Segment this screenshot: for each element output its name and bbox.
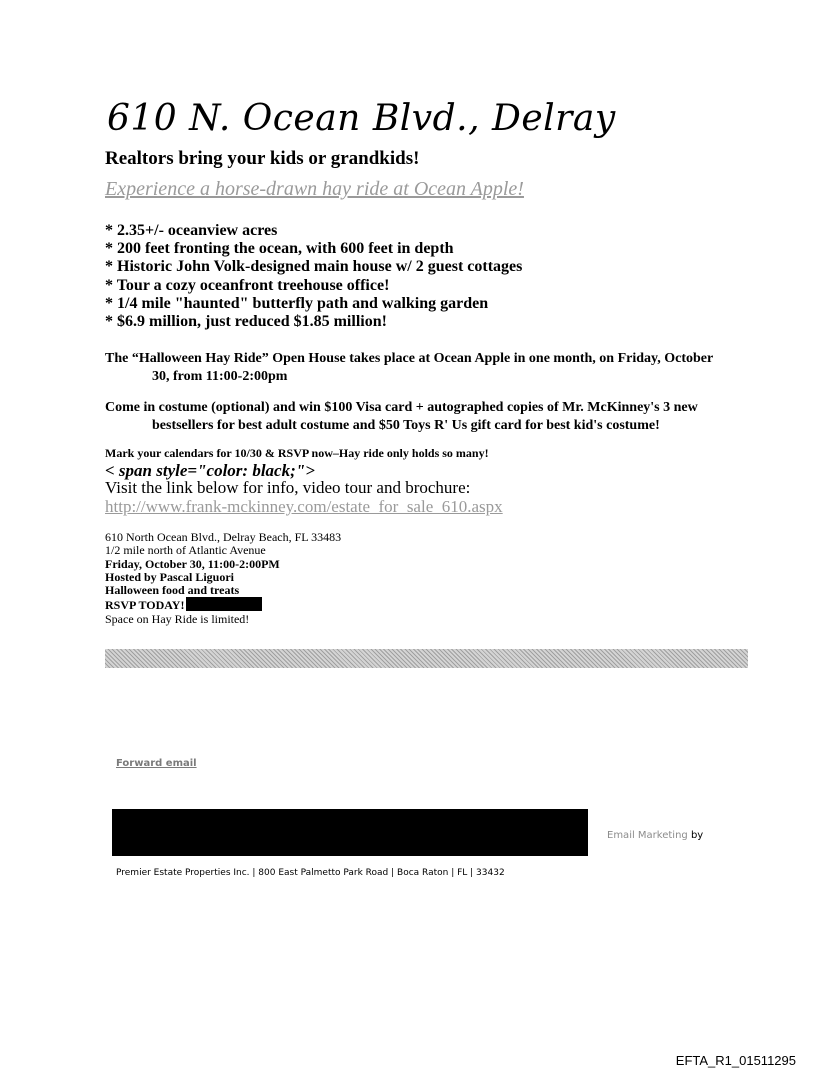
open-house-paragraph bbox=[105, 350, 755, 385]
email-marketing-credit bbox=[607, 830, 703, 841]
food-line: Halloween food and treats bbox=[105, 583, 240, 598]
feature-list bbox=[105, 222, 522, 331]
visit-text: Visit the link below for info, video tour and brochure: bbox=[105, 478, 471, 497]
mark-calendar-text: Mark your calendars for 10/30 & RSVP now–Hay ride only holds so many! bbox=[105, 446, 489, 460]
list-item: * 1/4 mile "haunted" butterfly path and walking garden bbox=[105, 294, 489, 312]
open-house-line-1: The “Halloween Hay Ride” Open House takes place at Ocean Apple in one month, on Friday, October bbox=[105, 351, 714, 366]
email-marketing-link[interactable]: Email Marketing bbox=[607, 830, 688, 841]
redaction-block bbox=[112, 809, 588, 856]
list-item: * 2.35+/- oceanview acres bbox=[105, 222, 278, 239]
page-title: 610 N. Ocean Blvd., Delray bbox=[107, 98, 616, 139]
footer-address: Premier Estate Properties Inc. | 800 East Palmetto Park Road | Boca Raton | FL | 33432 bbox=[116, 868, 505, 878]
estate-link[interactable]: http://www.frank-mckinney.com/estate_for_sale_610.aspx bbox=[105, 497, 503, 516]
costume-paragraph bbox=[105, 399, 755, 434]
list-item: * Historic John Volk-designed main house w/ 2 guest cottages bbox=[105, 258, 523, 276]
subheadline: Realtors bring your kids or grandkids! bbox=[105, 148, 420, 169]
list-item: * $6.9 million, just reduced $1.85 million! bbox=[105, 313, 387, 331]
address-line: 610 North Ocean Blvd., Delray Beach, FL 33483 bbox=[105, 530, 342, 544]
list-item: * 200 feet fronting the ocean, with 600 feet in depth bbox=[105, 240, 454, 258]
rsvp-text: RSVP TODAY! bbox=[105, 598, 185, 613]
divider-bar bbox=[105, 649, 748, 668]
email-marketing-by: by bbox=[690, 830, 704, 841]
limited-line: Space on Hay Ride is limited! bbox=[105, 611, 250, 626]
costume-line-2: bestsellers for best adult costume and $50 Toys R' Us gift card for best kid's costume! bbox=[152, 417, 660, 433]
html-artifact-text: < span style="color: black;"> bbox=[105, 461, 315, 480]
hay-ride-link[interactable]: Experience a horse-drawn hay ride at Ocean Apple! bbox=[105, 178, 524, 200]
open-house-line-2: 30, from 11:00-2:00pm bbox=[152, 368, 288, 384]
date-line: Friday, October 30, 11:00-2:00PM bbox=[105, 556, 280, 571]
redaction-box bbox=[186, 597, 262, 611]
forward-email-link[interactable]: Forward email bbox=[116, 758, 197, 769]
host-line: Hosted by Pascal Liguori bbox=[105, 569, 235, 584]
rsvp-line bbox=[105, 597, 341, 612]
list-item: * Tour a cozy oceanfront treehouse office! bbox=[105, 276, 390, 294]
document-id: EFTA_R1_01511295 bbox=[675, 1053, 796, 1068]
direction-line: 1/2 mile north of Atlantic Avenue bbox=[105, 543, 266, 558]
event-details bbox=[105, 531, 341, 626]
costume-line-1: Come in costume (optional) and win $100 Visa card + autographed copies of Mr. McKinney's 3 new bbox=[105, 400, 698, 415]
